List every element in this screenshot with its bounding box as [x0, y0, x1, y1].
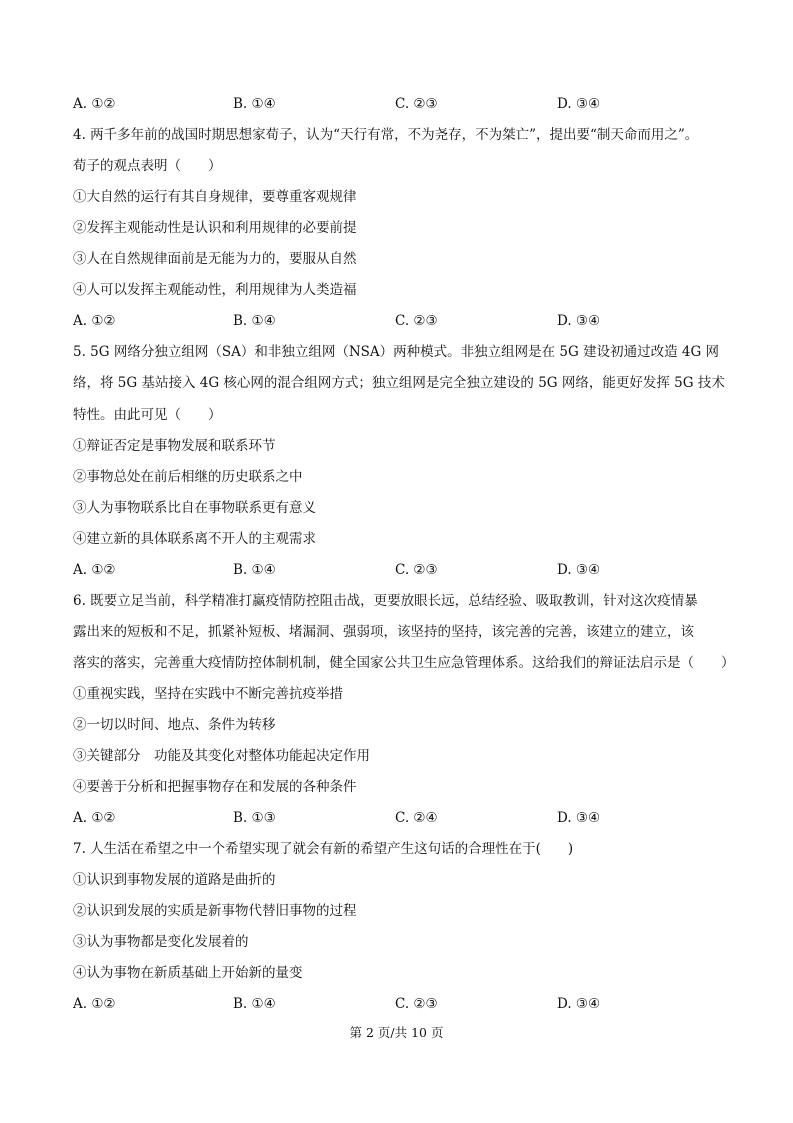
answer-option: D. ③④	[557, 96, 601, 112]
text-line: ④要善于分析和把握事物存在和发展的各种条件	[73, 779, 357, 795]
text-line: 荀子的观点表明（ ）	[73, 158, 222, 174]
answer-option: A. ①②	[73, 810, 116, 826]
text-line: ①认识到事物发展的道路是曲折的	[73, 872, 276, 888]
answer-option: B. ①④	[233, 313, 276, 329]
text-line: ②发挥主观能动性是认识和利用规律的必要前提	[73, 220, 357, 236]
answer-option: B. ①④	[233, 562, 276, 578]
text-line: ①辩证否定是事物发展和联系环节	[73, 438, 276, 454]
answer-option: D. ③④	[557, 562, 601, 578]
text-line: ②认识到发展的实质是新事物代替旧事物的过程	[73, 903, 357, 919]
text-line: ①重视实践，坚持在实践中不断完善抗疫举措	[73, 686, 343, 702]
answer-option: A. ①②	[73, 996, 116, 1012]
text-line: 露出来的短板和不足，抓紧补短板、堵漏洞、强弱项，该坚持的坚持，该完善的完善，该建立的建立，该	[73, 624, 694, 640]
text-line: ④认为事物在新质基础上开始新的量变	[73, 965, 303, 981]
answer-option: C. ②③	[395, 313, 438, 329]
text-line: 5. 5G 网络分独立组网（SA）和非独立组网（NSA）两种模式。非独立组网是在 5G 建设初通过改造 4G 网	[73, 344, 720, 360]
answer-option: D. ③④	[557, 810, 601, 826]
text-line: 落实的落实，完善重大疫情防控体制机制，健全国家公共卫生应急管理体系。这给我们的辩证法启示是（ ）	[73, 655, 735, 671]
answer-option: A. ①②	[73, 562, 116, 578]
answer-option: D. ③④	[557, 996, 601, 1012]
text-line: 4. 两千多年前的战国时期思想家荀子，认为“天行有常，不为尧存，不为桀亡”，提出要“制天命而用之”。	[73, 127, 699, 143]
text-line: ①大自然的运行有其自身规律，要尊重客观规律	[73, 189, 357, 205]
text-line: 络，将 5G 基站接入 4G 核心网的混合组网方式；独立组网是完全独立建设的 5G 网络，能更好发挥 5G 技术	[73, 375, 725, 391]
text-line: ③认为事物都是变化发展着的	[73, 934, 249, 950]
answer-option: C. ②③	[395, 96, 438, 112]
text-line: ③人为事物联系比自在事物联系更有意义	[73, 500, 316, 516]
page-footer: 第 2 页/共 10 页	[349, 1025, 444, 1040]
text-line: 6. 既要立足当前，科学精准打赢疫情防控阻击战，更要放眼长远，总结经验、吸取教训，针对这次疫情暴	[73, 593, 698, 609]
text-line: ③人在自然规律面前是无能为力的，要服从自然	[73, 251, 357, 267]
text-line: ④建立新的具体联系离不开人的主观需求	[73, 531, 316, 547]
answer-option: B. ①③	[233, 810, 276, 826]
text-line: ②事物总处在前后相继的历史联系之中	[73, 469, 303, 485]
text-line: 7. 人生活在希望之中一个希望实现了就会有新的希望产生这句话的合理性在于( )	[73, 841, 574, 857]
answer-option: C. ②③	[395, 996, 438, 1012]
answer-option: C. ②④	[395, 810, 438, 826]
text-line: ②一切以时间、地点、条件为转移	[73, 717, 276, 733]
text-line: ③关键部分 功能及其变化对整体功能起决定作用	[73, 748, 370, 764]
answer-option: D. ③④	[557, 313, 601, 329]
text-line: ④人可以发挥主观能动性，利用规律为人类造福	[73, 282, 357, 298]
answer-option: C. ②③	[395, 562, 438, 578]
answer-option: A. ①②	[73, 313, 116, 329]
answer-option: B. ①④	[233, 996, 276, 1012]
answer-option: B. ①④	[233, 96, 276, 112]
text-line: 特性。由此可见（ ）	[73, 407, 222, 423]
answer-option: A. ①②	[73, 96, 116, 112]
